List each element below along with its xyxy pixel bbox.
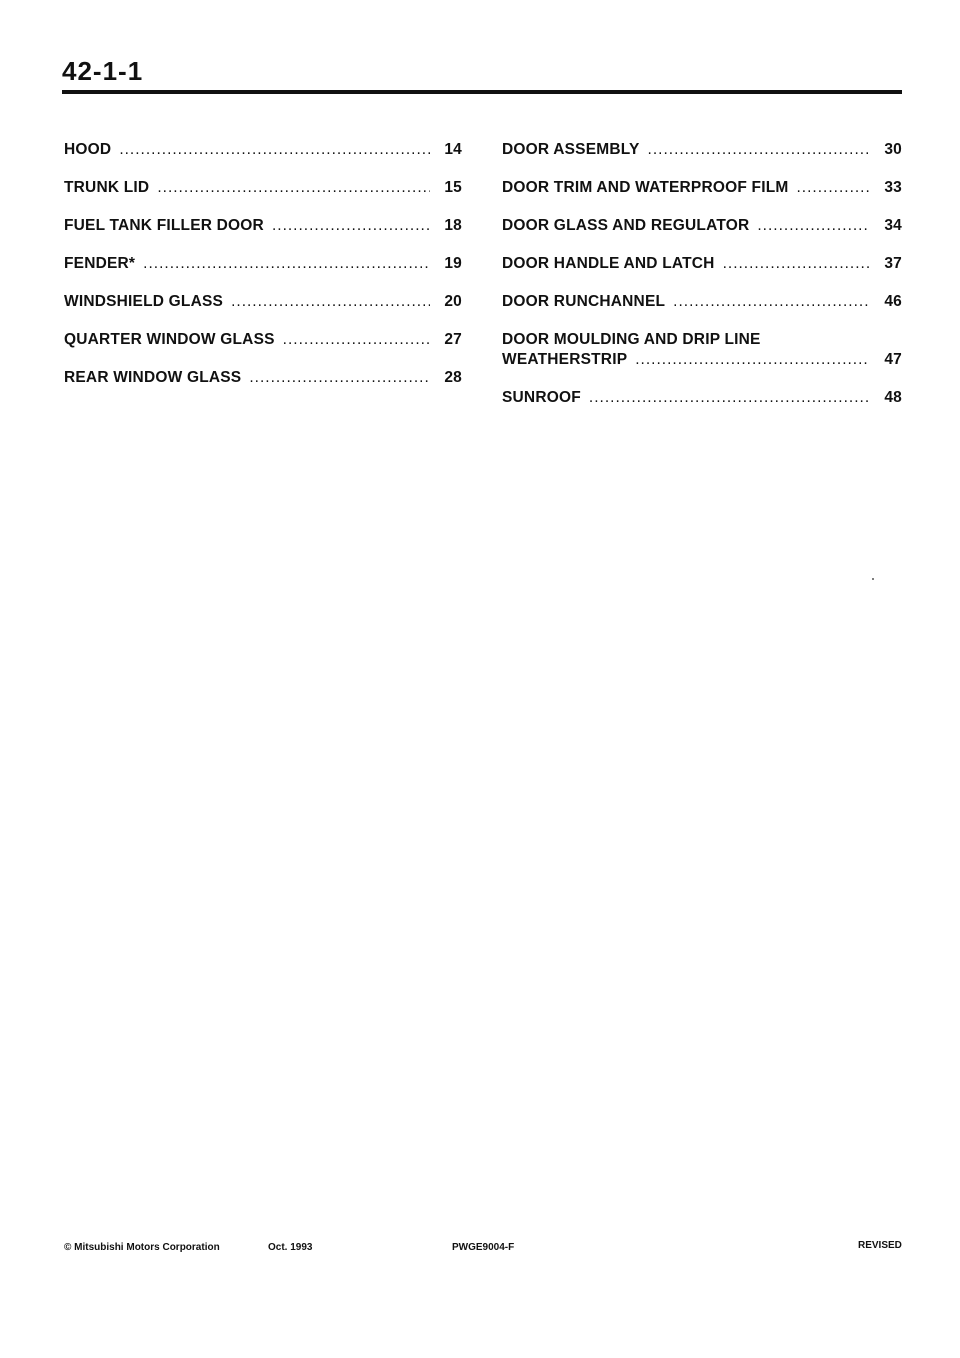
toc-entry-fuel-tank-filler-door[interactable] [64, 216, 462, 254]
toc-entry-page: 37 [884, 255, 902, 272]
footer-date: Oct. 1993 [268, 1242, 313, 1253]
toc-entry-page: 33 [884, 179, 902, 196]
leader-dots [589, 388, 870, 408]
leader-dots [797, 178, 871, 198]
toc-entry-page: 14 [444, 141, 462, 158]
scan-speck [872, 578, 874, 580]
footer-status: REVISED [858, 1240, 902, 1251]
toc-entry-door-trim-and-waterproof-film[interactable] [502, 178, 902, 216]
toc-entry-page: 20 [444, 293, 462, 310]
toc-entry-windshield-glass[interactable] [64, 292, 462, 330]
toc-entry-title: TRUNK LID [64, 179, 150, 196]
toc-entry-door-runchannel[interactable] [502, 292, 902, 330]
leader-dots [157, 178, 430, 198]
leader-dots [635, 350, 870, 370]
toc-entry-fender[interactable] [64, 254, 462, 292]
leader-dots [119, 140, 430, 160]
leader-dots [283, 330, 430, 350]
toc-entry-title: REAR WINDOW GLASS [64, 369, 242, 386]
toc-entry-page: 15 [444, 179, 462, 196]
toc-entry-rear-window-glass[interactable] [64, 368, 462, 406]
toc-entry-page: 18 [444, 217, 462, 234]
toc-entry-page: 34 [884, 217, 902, 234]
toc-entry-title: DOOR ASSEMBLY [502, 141, 640, 158]
toc-entry-page: 30 [884, 141, 902, 158]
toc-right-column [502, 140, 902, 426]
toc-entry-quarter-window-glass[interactable] [64, 330, 462, 368]
toc-entry-page: 48 [884, 389, 902, 406]
toc-entry-title: WEATHERSTRIP [502, 351, 628, 368]
toc-entry-page: 46 [884, 293, 902, 310]
toc-entry-door-handle-and-latch[interactable] [502, 254, 902, 292]
footer-code: PWGE9004-F [452, 1242, 515, 1253]
toc-left-column [64, 140, 462, 406]
toc-entry-title: FENDER* [64, 255, 136, 272]
toc-entry-page: 28 [444, 369, 462, 386]
toc-entry-hood[interactable] [64, 140, 462, 178]
footer-copyright: © Mitsubishi Motors Corporation [64, 1242, 220, 1253]
toc-entry-title: DOOR HANDLE AND LATCH [502, 255, 715, 272]
leader-dots [648, 140, 870, 160]
toc-entry-title: HOOD [64, 141, 112, 158]
toc-entry-title: WINDSHIELD GLASS [64, 293, 224, 310]
leader-dots [723, 254, 870, 274]
toc-entry-title: DOOR RUNCHANNEL [502, 293, 666, 310]
leader-dots [757, 216, 870, 236]
leader-dots [231, 292, 430, 312]
toc-entry-title: QUARTER WINDOW GLASS [64, 331, 275, 348]
leader-dots [249, 368, 430, 388]
toc-entry-title: SUNROOF [502, 389, 581, 406]
toc-entry-title: FUEL TANK FILLER DOOR [64, 217, 264, 234]
toc-entry-title: DOOR GLASS AND REGULATOR [502, 217, 750, 234]
page-number: 42-1-1 [62, 56, 144, 86]
toc-entry-page: 27 [444, 331, 462, 348]
toc-entry-sunroof[interactable] [502, 388, 902, 426]
leader-dots [143, 254, 430, 274]
leader-dots [272, 216, 430, 236]
toc-entry-door-assembly[interactable] [502, 140, 902, 178]
toc-entry-title: DOOR TRIM AND WATERPROOF FILM [502, 179, 789, 196]
toc-entry-trunk-lid[interactable] [64, 178, 462, 216]
toc-entry-page: 19 [444, 255, 462, 272]
toc-entry-door-glass-and-regulator[interactable] [502, 216, 902, 254]
toc-entry-door-moulding-and-drip-line-weatherstrip[interactable] [502, 330, 902, 388]
leader-dots [673, 292, 870, 312]
header-rule [62, 90, 902, 94]
toc-entry-title-line1: DOOR MOULDING AND DRIP LINE [502, 331, 761, 348]
toc-entry-page: 47 [884, 351, 902, 368]
